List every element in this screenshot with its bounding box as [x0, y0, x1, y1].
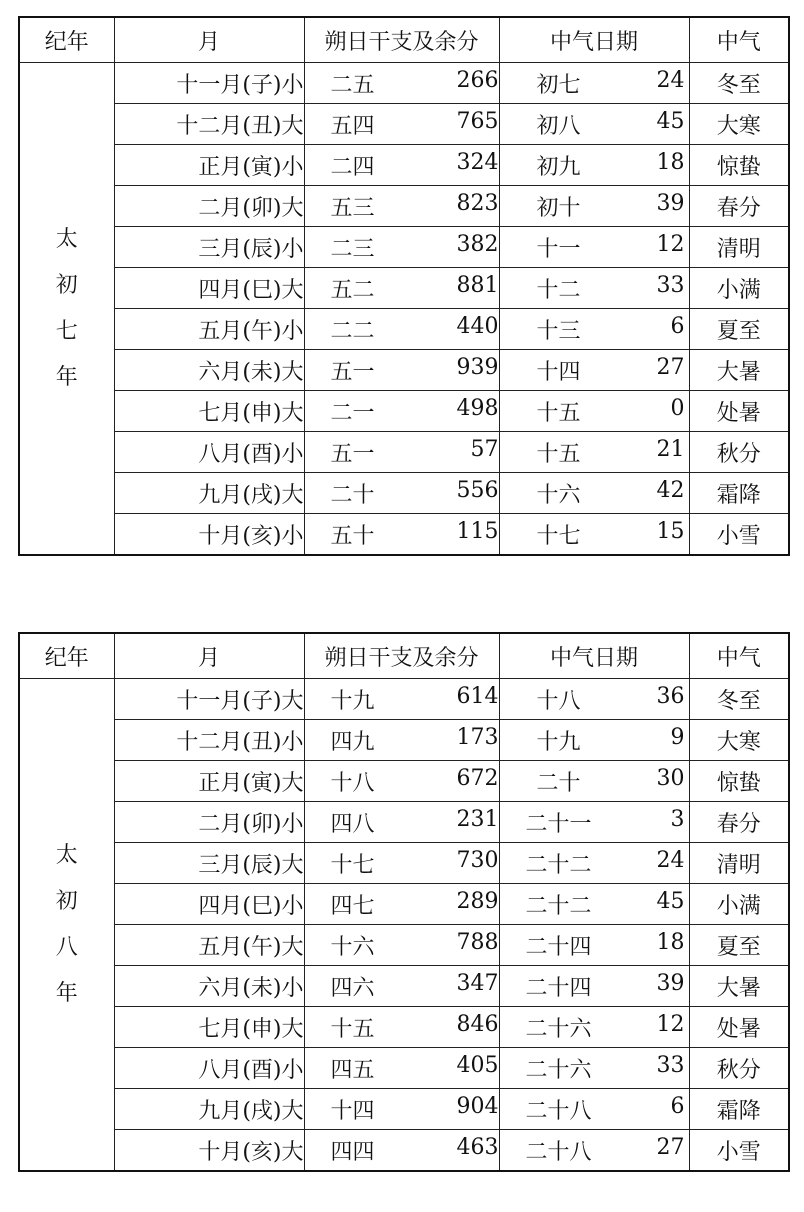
- header-month: 月: [114, 633, 304, 679]
- month-cell: 正月(寅)小: [114, 145, 304, 186]
- shuo-cell: [304, 104, 499, 145]
- zhongqi-name-cell: 小雪: [689, 1130, 789, 1172]
- zhongqi-day: 十三: [536, 318, 581, 344]
- zhongqi-name-cell: 小满: [689, 268, 789, 309]
- zhongqi-day: 二十: [536, 770, 581, 796]
- shuo-cell: [304, 802, 499, 843]
- zhongqi-date-cell: [499, 473, 689, 514]
- year-char: 八: [55, 934, 78, 960]
- zhongqi-day: 二十八: [525, 1098, 592, 1124]
- header-zhongqi: 中气: [689, 17, 789, 63]
- zhongqi-date-cell: [499, 350, 689, 391]
- month-cell: 五月(午)小: [114, 309, 304, 350]
- zhongqi-name-cell: 小雪: [689, 514, 789, 556]
- table-row: [19, 391, 789, 432]
- zhongqi-day: 初十: [536, 195, 581, 221]
- shuo-cell: [304, 966, 499, 1007]
- year-cell: [19, 63, 114, 556]
- year-char: 七: [55, 318, 78, 344]
- month-cell: 十一月(子)小: [114, 63, 304, 104]
- remainder: 347: [456, 970, 499, 996]
- table-row: [19, 761, 789, 802]
- header-shuo: 朔日干支及余分: [304, 17, 499, 63]
- month-cell: 九月(戌)大: [114, 1089, 304, 1130]
- ganzhi: 十五: [330, 1016, 375, 1042]
- header-month: 月: [114, 17, 304, 63]
- zhongqi-date-cell: [499, 145, 689, 186]
- table-row: [19, 186, 789, 227]
- month-cell: 二月(卯)大: [114, 186, 304, 227]
- remainder: 881: [456, 272, 499, 298]
- ganzhi: 四六: [330, 975, 375, 1001]
- month-cell: 四月(巳)大: [114, 268, 304, 309]
- remainder: 556: [456, 477, 499, 503]
- table-row: [19, 1048, 789, 1089]
- ganzhi: 四五: [330, 1057, 375, 1083]
- table-row: [19, 884, 789, 925]
- month-cell: 七月(申)大: [114, 391, 304, 432]
- ganzhi: 十九: [330, 688, 375, 714]
- shuo-cell: [304, 1007, 499, 1048]
- zhongqi-date-cell: [499, 1089, 689, 1130]
- ganzhi: 二四: [330, 154, 375, 180]
- zhongqi-fraction: 45: [656, 108, 685, 134]
- zhongqi-date-cell: [499, 679, 689, 720]
- remainder: 846: [456, 1011, 499, 1037]
- table-row: [19, 432, 789, 473]
- zhongqi-name-cell: 小满: [689, 884, 789, 925]
- table-row: [19, 268, 789, 309]
- month-cell: 二月(卯)小: [114, 802, 304, 843]
- zhongqi-day: 二十二: [525, 852, 592, 878]
- zhongqi-fraction: 39: [656, 190, 685, 216]
- ganzhi: 二十: [330, 482, 375, 508]
- ganzhi: 五三: [330, 195, 375, 221]
- zhongqi-date-cell: [499, 884, 689, 925]
- year-char: 年: [55, 364, 78, 390]
- month-cell: 六月(未)小: [114, 966, 304, 1007]
- remainder: 231: [456, 806, 499, 832]
- remainder: 289: [456, 888, 499, 914]
- ganzhi: 五二: [330, 277, 375, 303]
- zhongqi-fraction: 18: [656, 149, 685, 175]
- zhongqi-date-cell: [499, 966, 689, 1007]
- month-cell: 三月(辰)大: [114, 843, 304, 884]
- zhongqi-fraction: 24: [656, 847, 685, 873]
- zhongqi-date-cell: [499, 925, 689, 966]
- ganzhi: 十八: [330, 770, 375, 796]
- zhongqi-date-cell: [499, 761, 689, 802]
- zhongqi-name-cell: 处暑: [689, 1007, 789, 1048]
- zhongqi-fraction: 27: [656, 354, 685, 380]
- header-year: 纪年: [19, 633, 114, 679]
- month-cell: 十月(亥)大: [114, 1130, 304, 1172]
- zhongqi-date-cell: [499, 1130, 689, 1172]
- zhongqi-name-cell: 大寒: [689, 720, 789, 761]
- shuo-cell: [304, 391, 499, 432]
- shuo-cell: [304, 309, 499, 350]
- ganzhi: 十七: [330, 852, 375, 878]
- zhongqi-day: 二十八: [525, 1139, 592, 1165]
- ganzhi: 四九: [330, 729, 375, 755]
- month-cell: 八月(酉)小: [114, 1048, 304, 1089]
- zhongqi-day: 十五: [536, 400, 581, 426]
- ganzhi: 五一: [330, 441, 375, 467]
- remainder: 672: [456, 765, 499, 791]
- table-row: [19, 802, 789, 843]
- zhongqi-date-cell: [499, 268, 689, 309]
- remainder: 266: [456, 67, 499, 93]
- header-shuo: 朔日干支及余分: [304, 633, 499, 679]
- shuo-cell: [304, 925, 499, 966]
- zhongqi-day: 十二: [536, 277, 581, 303]
- zhongqi-fraction: 9: [670, 724, 685, 750]
- shuo-cell: [304, 350, 499, 391]
- zhongqi-fraction: 15: [656, 518, 685, 544]
- month-cell: 三月(辰)小: [114, 227, 304, 268]
- zhongqi-name-cell: 夏至: [689, 925, 789, 966]
- header-zhongqi: 中气: [689, 633, 789, 679]
- shuo-cell: [304, 1130, 499, 1172]
- table-row: [19, 514, 789, 556]
- zhongqi-day: 十六: [536, 482, 581, 508]
- ganzhi: 四八: [330, 811, 375, 837]
- zhongqi-day: 二十二: [525, 893, 592, 919]
- zhongqi-name-cell: 清明: [689, 227, 789, 268]
- zhongqi-day: 十一: [536, 236, 581, 262]
- zhongqi-name-cell: 冬至: [689, 679, 789, 720]
- zhongqi-name-cell: 惊蛰: [689, 761, 789, 802]
- zhongqi-date-cell: [499, 63, 689, 104]
- month-cell: 十二月(丑)大: [114, 104, 304, 145]
- remainder: 463: [456, 1134, 499, 1160]
- year-char: 年: [55, 980, 78, 1006]
- year-char: 初: [55, 888, 78, 914]
- month-cell: 七月(申)大: [114, 1007, 304, 1048]
- zhongqi-fraction: 3: [670, 806, 685, 832]
- zhongqi-name-cell: 霜降: [689, 1089, 789, 1130]
- ganzhi: 四七: [330, 893, 375, 919]
- table-body: [19, 63, 789, 556]
- ganzhi: 五四: [330, 113, 375, 139]
- month-cell: 八月(酉)小: [114, 432, 304, 473]
- zhongqi-date-cell: [499, 104, 689, 145]
- header-year: 纪年: [19, 17, 114, 63]
- zhongqi-fraction: 27: [656, 1134, 685, 1160]
- shuo-cell: [304, 761, 499, 802]
- shuo-cell: [304, 145, 499, 186]
- zhongqi-date-cell: [499, 432, 689, 473]
- zhongqi-date-cell: [499, 227, 689, 268]
- ganzhi: 二二: [330, 318, 375, 344]
- zhongqi-name-cell: 冬至: [689, 63, 789, 104]
- table-body: [19, 679, 789, 1172]
- zhongqi-day: 十四: [536, 359, 581, 385]
- zhongqi-fraction: 45: [656, 888, 685, 914]
- zhongqi-name-cell: 霜降: [689, 473, 789, 514]
- table-row: [19, 843, 789, 884]
- shuo-cell: [304, 63, 499, 104]
- zhongqi-day: 初九: [536, 154, 581, 180]
- zhongqi-name-cell: 大暑: [689, 966, 789, 1007]
- table-row: [19, 925, 789, 966]
- zhongqi-date-cell: [499, 514, 689, 556]
- calendar-table-taichu-8: [18, 632, 790, 1172]
- zhongqi-day: 初七: [536, 72, 581, 98]
- table-row: [19, 1089, 789, 1130]
- zhongqi-fraction: 30: [656, 765, 685, 791]
- zhongqi-name-cell: 秋分: [689, 432, 789, 473]
- ganzhi: 四四: [330, 1139, 375, 1165]
- table-row: [19, 63, 789, 104]
- zhongqi-name-cell: 大寒: [689, 104, 789, 145]
- remainder: 788: [456, 929, 499, 955]
- zhongqi-day: 十九: [536, 729, 581, 755]
- zhongqi-day: 十七: [536, 523, 581, 549]
- table-row: [19, 966, 789, 1007]
- zhongqi-date-cell: [499, 802, 689, 843]
- table-row: [19, 1007, 789, 1048]
- zhongqi-name-cell: 大暑: [689, 350, 789, 391]
- remainder: 173: [456, 724, 499, 750]
- zhongqi-fraction: 12: [656, 231, 685, 257]
- shuo-cell: [304, 473, 499, 514]
- shuo-cell: [304, 186, 499, 227]
- zhongqi-fraction: 24: [656, 67, 685, 93]
- shuo-cell: [304, 884, 499, 925]
- zhongqi-name-cell: 夏至: [689, 309, 789, 350]
- table-row: [19, 145, 789, 186]
- month-cell: 九月(戌)大: [114, 473, 304, 514]
- zhongqi-date-cell: [499, 720, 689, 761]
- zhongqi-day: 二十四: [525, 975, 592, 1001]
- zhongqi-date-cell: [499, 309, 689, 350]
- table-row: [19, 104, 789, 145]
- header-row: [19, 633, 789, 679]
- year-char: 太: [55, 842, 78, 868]
- zhongqi-name-cell: 清明: [689, 843, 789, 884]
- zhongqi-name-cell: 惊蛰: [689, 145, 789, 186]
- header-row: [19, 17, 789, 63]
- shuo-cell: [304, 679, 499, 720]
- calendar-table-taichu-7: [18, 16, 790, 556]
- remainder: 765: [456, 108, 499, 134]
- zhongqi-fraction: 39: [656, 970, 685, 996]
- zhongqi-day: 二十六: [525, 1057, 592, 1083]
- header-zhongqi-date: 中气日期: [499, 17, 689, 63]
- ganzhi: 二五: [330, 72, 375, 98]
- zhongqi-date-cell: [499, 1007, 689, 1048]
- zhongqi-fraction: 6: [670, 313, 685, 339]
- zhongqi-fraction: 36: [656, 683, 685, 709]
- ganzhi: 五一: [330, 359, 375, 385]
- year-char: 初: [55, 272, 78, 298]
- month-cell: 十二月(丑)小: [114, 720, 304, 761]
- year-cell: [19, 679, 114, 1172]
- remainder: 939: [456, 354, 499, 380]
- zhongqi-date-cell: [499, 186, 689, 227]
- zhongqi-fraction: 21: [656, 436, 685, 462]
- header-zhongqi-date: 中气日期: [499, 633, 689, 679]
- remainder: 498: [456, 395, 499, 421]
- ganzhi: 二三: [330, 236, 375, 262]
- remainder: 904: [456, 1093, 499, 1119]
- ganzhi: 十六: [330, 934, 375, 960]
- zhongqi-fraction: 0: [670, 395, 685, 421]
- zhongqi-day: 十八: [536, 688, 581, 714]
- zhongqi-date-cell: [499, 843, 689, 884]
- table-row: [19, 227, 789, 268]
- zhongqi-fraction: 33: [656, 1052, 685, 1078]
- zhongqi-fraction: 33: [656, 272, 685, 298]
- zhongqi-day: 初八: [536, 113, 581, 139]
- zhongqi-fraction: 18: [656, 929, 685, 955]
- table-row: [19, 679, 789, 720]
- shuo-cell: [304, 227, 499, 268]
- zhongqi-day: 二十一: [525, 811, 592, 837]
- month-cell: 四月(巳)小: [114, 884, 304, 925]
- remainder: 382: [456, 231, 499, 257]
- year-char: 太: [55, 226, 78, 252]
- zhongqi-day: 二十四: [525, 934, 592, 960]
- month-cell: 六月(未)大: [114, 350, 304, 391]
- remainder: 823: [456, 190, 499, 216]
- zhongqi-name-cell: 处暑: [689, 391, 789, 432]
- remainder: 57: [470, 436, 499, 462]
- zhongqi-name-cell: 春分: [689, 802, 789, 843]
- shuo-cell: [304, 514, 499, 556]
- remainder: 440: [456, 313, 499, 339]
- month-cell: 正月(寅)大: [114, 761, 304, 802]
- ganzhi: 五十: [330, 523, 375, 549]
- zhongqi-date-cell: [499, 1048, 689, 1089]
- shuo-cell: [304, 1048, 499, 1089]
- zhongqi-day: 十五: [536, 441, 581, 467]
- table-row: [19, 309, 789, 350]
- remainder: 324: [456, 149, 499, 175]
- shuo-cell: [304, 1089, 499, 1130]
- remainder: 405: [456, 1052, 499, 1078]
- remainder: 614: [456, 683, 499, 709]
- ganzhi: 二一: [330, 400, 375, 426]
- zhongqi-fraction: 6: [670, 1093, 685, 1119]
- shuo-cell: [304, 720, 499, 761]
- table-row: [19, 720, 789, 761]
- table-row: [19, 1130, 789, 1172]
- zhongqi-fraction: 42: [656, 477, 685, 503]
- remainder: 730: [456, 847, 499, 873]
- zhongqi-name-cell: 秋分: [689, 1048, 789, 1089]
- table-row: [19, 350, 789, 391]
- month-cell: 十月(亥)小: [114, 514, 304, 556]
- remainder: 115: [456, 518, 499, 544]
- table-row: [19, 473, 789, 514]
- month-cell: 五月(午)大: [114, 925, 304, 966]
- ganzhi: 十四: [330, 1098, 375, 1124]
- shuo-cell: [304, 843, 499, 884]
- zhongqi-day: 二十六: [525, 1016, 592, 1042]
- zhongqi-fraction: 12: [656, 1011, 685, 1037]
- zhongqi-name-cell: 春分: [689, 186, 789, 227]
- shuo-cell: [304, 432, 499, 473]
- month-cell: 十一月(子)大: [114, 679, 304, 720]
- shuo-cell: [304, 268, 499, 309]
- zhongqi-date-cell: [499, 391, 689, 432]
